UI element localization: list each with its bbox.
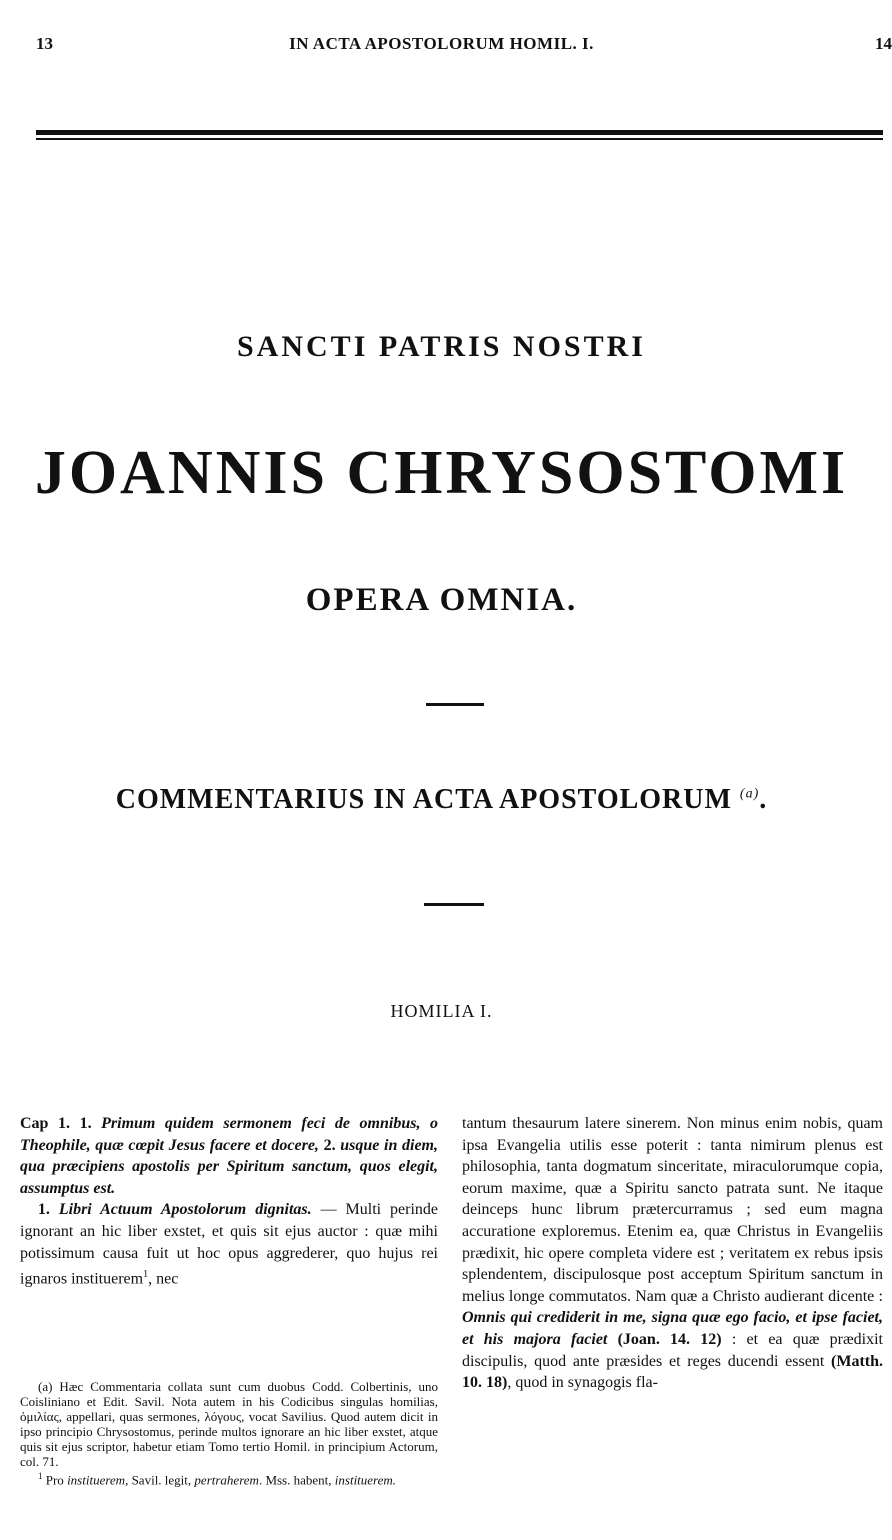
verse-number: 2. <box>323 1136 336 1154</box>
divider-dash-1 <box>426 703 484 706</box>
page-number-right: 14 <box>875 34 892 53</box>
homily-heading: HOMILIA I. <box>390 1001 493 1021</box>
footnote-1-b: instituerem <box>67 1472 126 1488</box>
footnote-ref-1: 1 <box>143 1269 149 1281</box>
footnotes <box>20 1379 438 1487</box>
right-ref-1: (Joan. 14. 12) <box>617 1330 722 1348</box>
commentary-paragraph <box>20 1199 438 1290</box>
commentary-title-end: . <box>759 784 768 815</box>
title-opera: OPERA OMNIA. <box>305 582 578 618</box>
paragraph-number: 1. <box>37 1201 50 1219</box>
running-header <box>0 34 892 58</box>
page-number-left: 13 <box>36 34 53 53</box>
footnote-a: (a) Hæc Commentaria collata sunt cum duobus Codd. Colbertinis, uno Coisliniano et Edit. Savil. Nota autem in his Codicibus singulas homilias, ὁμιλίας, appellari, quas sermones, λόγους, vocat Savilius. Quod autem dicit in ipso principio Chrysostomus, perinde multos ignorare an hic liber exstet, atque quis sit ejus scriptor, habetur etiam Tomo tertio Homil. in principium Actorum, col. 71. <box>20 1379 438 1469</box>
footnote-1-c: , Savil. legit, <box>125 1472 192 1488</box>
header-rule-thick <box>36 130 883 135</box>
footnote-1 <box>20 1469 438 1487</box>
footnote-1-a: Pro <box>45 1472 64 1488</box>
cap-label: Cap <box>20 1115 49 1132</box>
footnote-1-e: . Mss. habent, <box>258 1472 332 1488</box>
commentary-note-mark: (a) <box>739 786 760 802</box>
footnote-1-f: instituerem. <box>334 1472 397 1488</box>
footnote-1-d: pertraherem <box>194 1472 259 1488</box>
header-rule-thin <box>36 138 883 140</box>
title-author: JOANNIS CHRYSOSTOMI <box>34 439 849 507</box>
right-text-a: tantum thesaurum latere sinerem. Non minus enim nobis, quam ipsa Evangelia utilis esse poterit : tanta nimirum plenus est philosophia, tanta dogmatum sinceritate, miraculorumque copia, eorum maxime, quæ a Spiritu sancto patrata sunt. Ne itaque deinceps hunc librum prætercurramus ; sed eum magna accuratione exploremus. Etenim ea, quæ Christus in Evangeliis prædixit, hic opere completa videre est ; veritatem ex rebus ipsis splendentem, discipulosque post acceptum Spiritum sanctum in melius longe commutatos. Nam quæ a Christo audierant dicente : <box>462 1115 883 1305</box>
divider-dash-2 <box>424 903 484 906</box>
commentary-title <box>0 784 883 816</box>
right-ref-2: (Matth. 10. 18) <box>462 1352 883 1392</box>
right-column-paragraph <box>462 1113 883 1394</box>
right-column <box>462 1113 883 1394</box>
paragraph-text: — Multi perinde ignorant an hic liber exstet, et quis sit ejus auctor : quæ mihi potissimum causa fuit ut hoc opus aggrederer, quo hujus rei ignaros instituerem <box>20 1201 439 1288</box>
commentary-title-text: COMMENTARIUS IN ACTA APOSTOLORUM <box>115 784 732 815</box>
scripture-verse <box>20 1113 438 1199</box>
right-quote: Omnis qui crediderit in me, signa quæ ego facio, et ipse faciet, et his majora faciet <box>462 1309 883 1348</box>
running-title: IN ACTA APOSTOLORUM HOMIL. I. <box>289 34 594 53</box>
paragraph-heading: Libri Actuum Apostolorum dignitas. <box>58 1201 312 1219</box>
verse-text-a: Primum quidem sermonem feci de omnibus, o Theophile, quæ cœpit Jesus facere et docere, <box>20 1115 439 1154</box>
right-text-c: , quod in synagogis fla- <box>507 1374 658 1392</box>
title-line-1: SANCTI PATRIS NOSTRI <box>237 330 646 363</box>
verse-text-b: usque in diem, qua præcipiens apostolis per Spiritum sanctum, quos elegit, assumptus est. <box>20 1136 439 1197</box>
paragraph-tail: , nec <box>148 1270 179 1288</box>
footnote-1-mark: 1 <box>38 1471 43 1481</box>
left-column <box>20 1113 438 1290</box>
right-text-b: : et ea quæ prædixit discipulis, quod ante præsides et reges ducendi essent <box>462 1330 883 1370</box>
cap-number: 1. 1. <box>58 1115 92 1132</box>
